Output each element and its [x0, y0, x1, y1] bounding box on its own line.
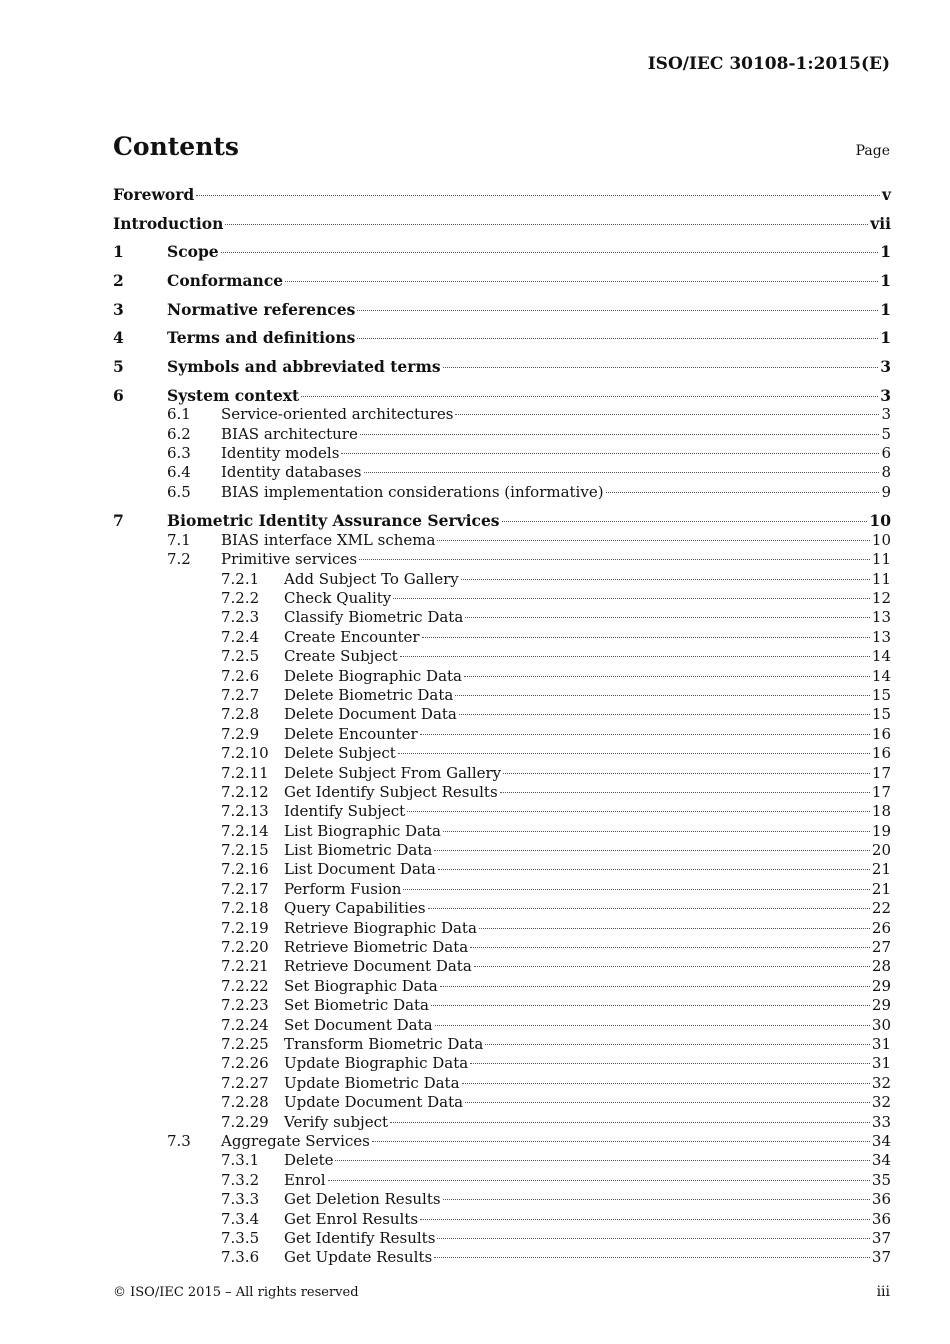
- toc-entry-number: 7.2.5: [221, 647, 260, 666]
- dot-leader: [606, 492, 880, 493]
- toc-entry-number: 5: [113, 357, 124, 377]
- toc-entry[interactable]: [113, 425, 891, 444]
- toc-entry-page: 26: [871, 918, 891, 937]
- toc-entry[interactable]: [113, 919, 891, 938]
- toc-entry-title: Enrol: [284, 1170, 326, 1189]
- dot-leader: [341, 453, 879, 454]
- toc-entry-title: Get Update Results: [284, 1248, 433, 1267]
- toc-entry[interactable]: [113, 214, 891, 233]
- toc-entry[interactable]: [113, 1210, 891, 1229]
- toc-entry-number: 6.5: [167, 482, 191, 501]
- page-number: iii: [876, 1284, 890, 1300]
- toc-entry-title: Delete Biometric Data: [284, 685, 454, 704]
- toc-entry[interactable]: [113, 1035, 891, 1054]
- toc-entry[interactable]: [113, 880, 891, 899]
- toc-entry[interactable]: [113, 1054, 891, 1073]
- toc-entry-number: 7.2: [167, 550, 191, 569]
- toc-entry-page: 14: [871, 647, 891, 666]
- toc-entry-title: List Biographic Data: [284, 821, 441, 840]
- toc-entry-number: 7: [113, 511, 124, 531]
- dot-leader: [360, 434, 880, 435]
- toc-entry[interactable]: [113, 957, 891, 976]
- toc-entry[interactable]: [113, 764, 891, 783]
- toc-entry[interactable]: [113, 938, 891, 957]
- toc-entry[interactable]: [113, 589, 891, 608]
- dot-leader: [359, 559, 870, 560]
- dot-leader: [470, 947, 870, 948]
- toc-entry-number: 6.4: [167, 463, 191, 482]
- toc-entry-page: 11: [871, 550, 891, 569]
- toc-entry-page: 37: [871, 1248, 891, 1267]
- dot-leader: [428, 908, 870, 909]
- toc-entry-page: 32: [871, 1073, 891, 1092]
- toc-entry-page: 33: [871, 1112, 891, 1131]
- toc-entry[interactable]: [113, 725, 891, 744]
- dot-leader: [502, 521, 868, 522]
- toc-entry[interactable]: [113, 802, 891, 821]
- toc-entry[interactable]: [113, 271, 891, 290]
- dot-leader: [407, 811, 870, 812]
- toc-entry[interactable]: [113, 483, 891, 502]
- toc-entry-title: Update Biometric Data: [284, 1073, 460, 1092]
- dot-leader: [434, 850, 870, 851]
- toc-entry[interactable]: [113, 1190, 891, 1209]
- toc-entry-number: 7.2.9: [221, 724, 260, 743]
- dot-leader: [459, 714, 870, 715]
- toc-entry-page: 36: [871, 1190, 891, 1209]
- dot-leader: [437, 1238, 870, 1239]
- toc-entry-page: 3: [880, 357, 891, 377]
- dot-leader: [196, 195, 880, 196]
- toc-entry-page: 21: [871, 879, 891, 898]
- toc-entry-title: Aggregate Services: [221, 1131, 370, 1150]
- toc-entry[interactable]: [113, 1229, 891, 1248]
- toc-entry[interactable]: [113, 386, 891, 405]
- dot-leader: [437, 540, 869, 541]
- toc-entry-number: 7.2.2: [221, 589, 260, 608]
- toc-entry-number: 7.2.16: [221, 860, 269, 879]
- toc-entry-number: 6.3: [167, 443, 191, 462]
- toc-entry-title: Delete Subject From Gallery: [284, 763, 502, 782]
- toc-entry-page: 1: [880, 328, 891, 348]
- toc-entry-title: Identity models: [221, 443, 340, 462]
- toc-entry-page: 15: [871, 685, 891, 704]
- table-of-contents: [113, 185, 891, 1268]
- toc-entry-number: 6.2: [167, 424, 191, 443]
- toc-entry[interactable]: [113, 860, 891, 879]
- dot-leader: [335, 1160, 869, 1161]
- toc-entry-number: 7.2.21: [221, 957, 269, 976]
- toc-entry[interactable]: [113, 1074, 891, 1093]
- toc-entry-number: 7.2.24: [221, 1015, 269, 1034]
- toc-entry-title: Delete Encounter: [284, 724, 418, 743]
- toc-entry[interactable]: [113, 570, 891, 589]
- toc-entry[interactable]: [113, 405, 891, 424]
- toc-entry-title: Foreword: [113, 185, 195, 204]
- toc-entry[interactable]: [113, 667, 891, 686]
- toc-entry[interactable]: [113, 705, 891, 724]
- dot-leader: [462, 1083, 870, 1084]
- toc-entry-title: Normative references: [167, 299, 356, 319]
- toc-entry-title: Get Identify Results: [284, 1228, 436, 1247]
- dot-leader: [479, 928, 870, 929]
- dot-leader: [328, 1180, 870, 1181]
- dot-leader: [398, 753, 870, 754]
- toc-entry-page: 1: [880, 299, 891, 319]
- toc-entry-number: 7.2.29: [221, 1112, 269, 1131]
- toc-entry-page: 15: [871, 705, 891, 724]
- toc-entry-page: 13: [871, 627, 891, 646]
- toc-entry-page: 36: [871, 1209, 891, 1228]
- toc-entry[interactable]: [113, 647, 891, 666]
- toc-entry-page: 17: [871, 763, 891, 782]
- toc-entry[interactable]: [113, 511, 891, 530]
- toc-entry[interactable]: [113, 783, 891, 802]
- page-column-label: Page: [855, 143, 890, 159]
- toc-entry-number: 7.2.26: [221, 1054, 269, 1073]
- toc-entry[interactable]: [113, 242, 891, 261]
- dot-leader: [474, 966, 870, 967]
- dot-leader: [221, 252, 879, 253]
- toc-entry-number: 7.2.19: [221, 918, 269, 937]
- toc-entry-page: 3: [880, 385, 891, 405]
- toc-entry[interactable]: [113, 996, 891, 1015]
- toc-entry-page: 29: [871, 976, 891, 995]
- dot-leader: [285, 281, 878, 282]
- dot-leader: [443, 831, 870, 832]
- toc-entry-page: 8: [881, 463, 891, 482]
- toc-entry-title: Set Document Data: [284, 1015, 433, 1034]
- toc-entry-page: 10: [871, 530, 891, 549]
- dot-leader: [500, 792, 870, 793]
- toc-entry-title: Terms and definitions: [167, 328, 356, 348]
- dot-leader: [443, 367, 879, 368]
- toc-entry-number: 7.2.25: [221, 1035, 269, 1053]
- toc-entry-title: Add Subject To Gallery: [284, 569, 459, 588]
- toc-entry-title: List Biometric Data: [284, 841, 433, 860]
- toc-entry-page: 31: [871, 1054, 891, 1073]
- toc-entry-title: Transform Biometric Data: [284, 1035, 484, 1053]
- toc-entry-number: 7.2.4: [221, 627, 260, 646]
- toc-entry-title: Introduction: [113, 213, 224, 233]
- toc-entry-title: Get Identify Subject Results: [284, 782, 498, 801]
- toc-entry-page: 13: [871, 608, 891, 627]
- dot-leader: [455, 414, 879, 415]
- dot-leader: [443, 1199, 870, 1200]
- toc-entry-page: 20: [871, 841, 891, 860]
- toc-entry-title: Delete Document Data: [284, 705, 457, 724]
- toc-entry-number: 7.2.3: [221, 608, 260, 627]
- toc-entry-number: 7.2.12: [221, 782, 269, 801]
- toc-entry-page: 14: [871, 666, 891, 685]
- toc-entry-page: 5: [881, 424, 891, 443]
- toc-entry-page: 11: [871, 569, 891, 588]
- toc-entry[interactable]: [113, 822, 891, 841]
- toc-entry-number: 7.2.20: [221, 938, 269, 957]
- dot-leader: [464, 676, 870, 677]
- dot-leader: [420, 1219, 870, 1220]
- toc-entry[interactable]: [113, 531, 891, 550]
- toc-entry-title: Delete: [284, 1151, 334, 1170]
- toc-entry-title: System context: [167, 385, 300, 405]
- toc-entry-page: 31: [871, 1035, 891, 1053]
- toc-entry-number: 7.1: [167, 530, 191, 549]
- document-id: ISO/IEC 30108-1:2015(E): [647, 54, 890, 74]
- toc-entry[interactable]: [113, 1248, 891, 1267]
- toc-entry-page: 34: [871, 1151, 891, 1170]
- copyright-notice: © ISO/IEC 2015 – All rights reserved: [113, 1285, 359, 1300]
- dot-leader: [372, 1141, 870, 1142]
- dot-leader: [465, 1102, 870, 1103]
- toc-entry-number: 7.2.11: [221, 763, 269, 782]
- dot-leader: [400, 656, 870, 657]
- dot-leader: [503, 773, 870, 774]
- toc-entry-number: 7.3.2: [221, 1170, 260, 1189]
- toc-entry[interactable]: [113, 608, 891, 627]
- toc-entry-title: Retrieve Document Data: [284, 957, 472, 976]
- dot-leader: [393, 598, 870, 599]
- toc-entry[interactable]: [113, 1093, 891, 1112]
- toc-entry-page: 12: [871, 589, 891, 608]
- dot-leader: [364, 472, 880, 473]
- toc-entry-page: 21: [871, 860, 891, 879]
- toc-entry-title: Update Document Data: [284, 1093, 464, 1112]
- toc-entry-page: 1: [880, 242, 891, 262]
- toc-entry-title: Biometric Identity Assurance Services: [167, 511, 500, 531]
- toc-entry-page: v: [881, 185, 891, 204]
- toc-entry-page: 29: [871, 996, 891, 1015]
- dot-leader: [431, 1005, 870, 1006]
- dot-leader: [420, 734, 870, 735]
- toc-entry-page: 30: [871, 1015, 891, 1034]
- toc-entry[interactable]: [113, 841, 891, 860]
- toc-entry-page: 22: [871, 899, 891, 918]
- toc-entry-number: 7.3.6: [221, 1248, 260, 1267]
- toc-entry-page: 18: [871, 802, 891, 821]
- toc-entry-page: 16: [871, 744, 891, 763]
- toc-entry-page: 6: [881, 443, 891, 462]
- toc-entry[interactable]: [113, 977, 891, 996]
- toc-entry-title: Delete Subject: [284, 744, 396, 763]
- toc-entry[interactable]: [113, 1113, 891, 1132]
- dot-leader: [422, 637, 870, 638]
- toc-entry-title: Perform Fusion: [284, 879, 402, 898]
- toc-entry-page: 10: [869, 511, 891, 531]
- toc-entry-number: 7.2.13: [221, 802, 269, 821]
- dot-leader: [455, 695, 870, 696]
- toc-entry-page: 27: [871, 938, 891, 957]
- toc-entry-title: Symbols and abbreviated terms: [167, 357, 441, 377]
- toc-entry[interactable]: [113, 463, 891, 482]
- toc-entry[interactable]: [113, 300, 891, 319]
- toc-entry-title: Delete Biographic Data: [284, 666, 462, 685]
- toc-entry-number: 7.3.4: [221, 1209, 260, 1228]
- toc-entry-title: Create Encounter: [284, 627, 420, 646]
- toc-entry-number: 7.2.17: [221, 879, 269, 898]
- toc-entry[interactable]: [113, 357, 891, 376]
- toc-entry-title: Service-oriented architectures: [221, 405, 454, 424]
- toc-entry-page: 1: [880, 271, 891, 291]
- toc-entry-number: 7.2.18: [221, 899, 269, 918]
- toc-entry-page: 9: [881, 482, 891, 501]
- toc-entry[interactable]: [113, 628, 891, 647]
- toc-entry[interactable]: [113, 899, 891, 918]
- toc-entry-number: 7.2.28: [221, 1093, 269, 1112]
- toc-entry-title: Get Deletion Results: [284, 1190, 441, 1209]
- toc-entry-title: Create Subject: [284, 647, 398, 666]
- toc-entry-page: 28: [871, 957, 891, 976]
- toc-entry-number: 7.2.23: [221, 996, 269, 1015]
- toc-entry-title: Retrieve Biometric Data: [284, 938, 469, 957]
- toc-entry-number: 4: [113, 328, 124, 348]
- toc-entry-number: 7.3.5: [221, 1228, 260, 1247]
- dot-leader: [434, 1257, 870, 1258]
- toc-entry-page: 3: [881, 405, 891, 424]
- toc-entry[interactable]: [113, 550, 891, 569]
- toc-entry-page: 34: [871, 1131, 891, 1150]
- toc-entry-page: 37: [871, 1228, 891, 1247]
- dot-leader: [485, 1044, 870, 1045]
- toc-entry-page: 17: [871, 782, 891, 801]
- toc-entry-title: Check Quality: [284, 589, 392, 608]
- toc-entry-title: Query Capabilities: [284, 899, 426, 918]
- toc-entry[interactable]: [113, 1171, 891, 1190]
- page-title: Contents: [113, 132, 240, 161]
- dot-leader: [435, 1025, 870, 1026]
- dot-leader: [465, 617, 870, 618]
- dot-leader: [470, 1063, 870, 1064]
- dot-leader: [403, 889, 869, 890]
- toc-entry-number: 7.2.1: [221, 569, 260, 588]
- dot-leader: [357, 338, 878, 339]
- toc-entry-title: Set Biographic Data: [284, 976, 438, 995]
- dot-leader: [461, 579, 870, 580]
- toc-entry-number: 6.1: [167, 405, 191, 424]
- toc-entry-page: 35: [871, 1170, 891, 1189]
- toc-entry-title: List Document Data: [284, 860, 436, 879]
- dot-leader: [440, 986, 870, 987]
- toc-entry-page: 16: [871, 724, 891, 743]
- toc-entry-page: vii: [870, 213, 891, 233]
- toc-entry-title: BIAS implementation considerations (informative): [221, 482, 604, 501]
- toc-entry[interactable]: [113, 185, 891, 204]
- dot-leader: [225, 224, 868, 225]
- toc-entry-title: Get Enrol Results: [284, 1209, 419, 1228]
- toc-entry-number: 7.2.10: [221, 744, 269, 763]
- toc-entry[interactable]: [113, 1132, 891, 1151]
- toc-entry-number: 3: [113, 299, 124, 319]
- toc-entry[interactable]: [113, 744, 891, 763]
- toc-entry-number: 6: [113, 385, 124, 405]
- toc-entry-number: 7.3: [167, 1131, 191, 1150]
- toc-entry-page: 32: [871, 1093, 891, 1112]
- toc-entry-title: Update Biographic Data: [284, 1054, 469, 1073]
- toc-entry-number: 7.3.3: [221, 1190, 260, 1209]
- toc-entry-number: 7.2.27: [221, 1073, 269, 1092]
- toc-entry[interactable]: [113, 328, 891, 347]
- toc-entry-title: Verify subject: [284, 1112, 389, 1131]
- toc-entry-title: BIAS architecture: [221, 424, 358, 443]
- toc-entry-title: Classify Biometric Data: [284, 608, 464, 627]
- toc-entry-title: BIAS interface XML schema: [221, 530, 436, 549]
- dot-leader: [301, 396, 878, 397]
- dot-leader: [438, 869, 870, 870]
- toc-entry-number: 1: [113, 242, 124, 262]
- toc-entry-title: Conformance: [167, 271, 284, 291]
- toc-entry-title: Identity databases: [221, 463, 362, 482]
- dot-leader: [390, 1122, 870, 1123]
- toc-entry[interactable]: [113, 686, 891, 705]
- toc-entry-number: 7.2.6: [221, 666, 260, 685]
- toc-entry[interactable]: [113, 1016, 891, 1035]
- toc-entry[interactable]: [113, 444, 891, 463]
- toc-entry-title: Primitive services: [221, 550, 358, 569]
- toc-entry-title: Set Biometric Data: [284, 996, 430, 1015]
- toc-entry-number: 2: [113, 271, 124, 291]
- toc-entry-title: Identify Subject: [284, 802, 406, 821]
- dot-leader: [357, 310, 878, 311]
- toc-entry-page: 19: [871, 821, 891, 840]
- toc-entry-number: 7.3.1: [221, 1151, 260, 1170]
- toc-entry-number: 7.2.15: [221, 841, 269, 860]
- toc-entry-number: 7.2.8: [221, 705, 260, 724]
- toc-entry-title: Retrieve Biographic Data: [284, 918, 477, 937]
- toc-entry-number: 7.2.7: [221, 685, 260, 704]
- toc-entry[interactable]: [113, 1151, 891, 1170]
- toc-entry-number: 7.2.14: [221, 821, 269, 840]
- toc-entry-title: Scope: [167, 242, 219, 262]
- toc-entry-number: 7.2.22: [221, 976, 269, 995]
